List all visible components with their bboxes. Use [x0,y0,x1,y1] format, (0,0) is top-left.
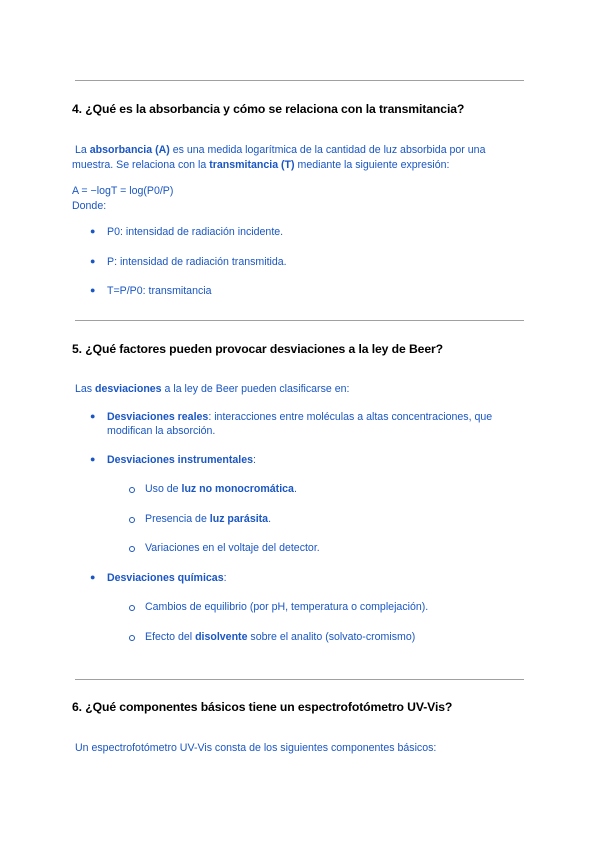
divider [75,80,524,81]
q5-reales-cont: modifican la absorción. [107,425,216,437]
circle-bullet-icon [129,546,135,552]
q4-formula: A = −logT = log(P0/P) [72,185,174,197]
circle-bullet-icon [129,605,135,611]
heading-q5: 5. ¿Qué factores pueden provocar desviaciones a la ley de Beer? [72,342,443,356]
q4-list-item: P: intensidad de radiación transmitida. [107,256,287,268]
q5-instr-item: Uso de luz no monocromática. [145,483,297,495]
q5-instr-item: Variaciones en el voltaje del detector. [145,542,320,554]
q5-instr-item: Presencia de luz parásita. [145,513,272,525]
q4-list-item: P0: intensidad de radiación incidente. [107,226,284,238]
q5-quimicas: Desviaciones químicas: [107,572,227,584]
q5-quim-item: Efecto del disolvente sobre el analito (solvato-cromismo) [145,631,416,643]
bullet-icon: ● [90,454,96,464]
q4-donde: Donde: [72,200,107,212]
q5-reales: Desviaciones reales: interacciones entre moléculas a altas concentraciones, que [107,411,493,423]
q4-list-item: T=P/P0: transmitancia [107,285,212,297]
q6-intro: Un espectrofotómetro UV-Vis consta de los siguientes componentes básicos: [75,742,437,754]
q5-instrumentales: Desviaciones instrumentales: [107,454,256,466]
heading-q4: 4. ¿Qué es la absorbancia y cómo se relaciona con la transmitancia? [72,102,465,116]
bullet-icon: ● [90,256,96,266]
heading-q6: 6. ¿Qué componentes básicos tiene un espectrofotómetro UV-Vis? [72,700,453,714]
q5-intro: Las desviaciones a la ley de Beer pueden clasificarse en: [75,383,350,395]
bullet-icon: ● [90,572,96,582]
q4-paragraph-line-2: muestra. Se relaciona con la transmitancia (T) mediante la siguiente expresión: [72,159,450,171]
q5-quim-item: Cambios de equilibrio (por pH, temperatura o complejación). [145,601,429,613]
circle-bullet-icon [129,635,135,641]
q4-paragraph-line-1: La absorbancia (A) es una medida logarítmica de la cantidad de luz absorbida por una [75,144,486,156]
circle-bullet-icon [129,487,135,493]
bullet-icon: ● [90,285,96,295]
divider [75,679,524,680]
circle-bullet-icon [129,517,135,523]
bullet-icon: ● [90,411,96,421]
divider [75,320,524,321]
bullet-icon: ● [90,226,96,236]
